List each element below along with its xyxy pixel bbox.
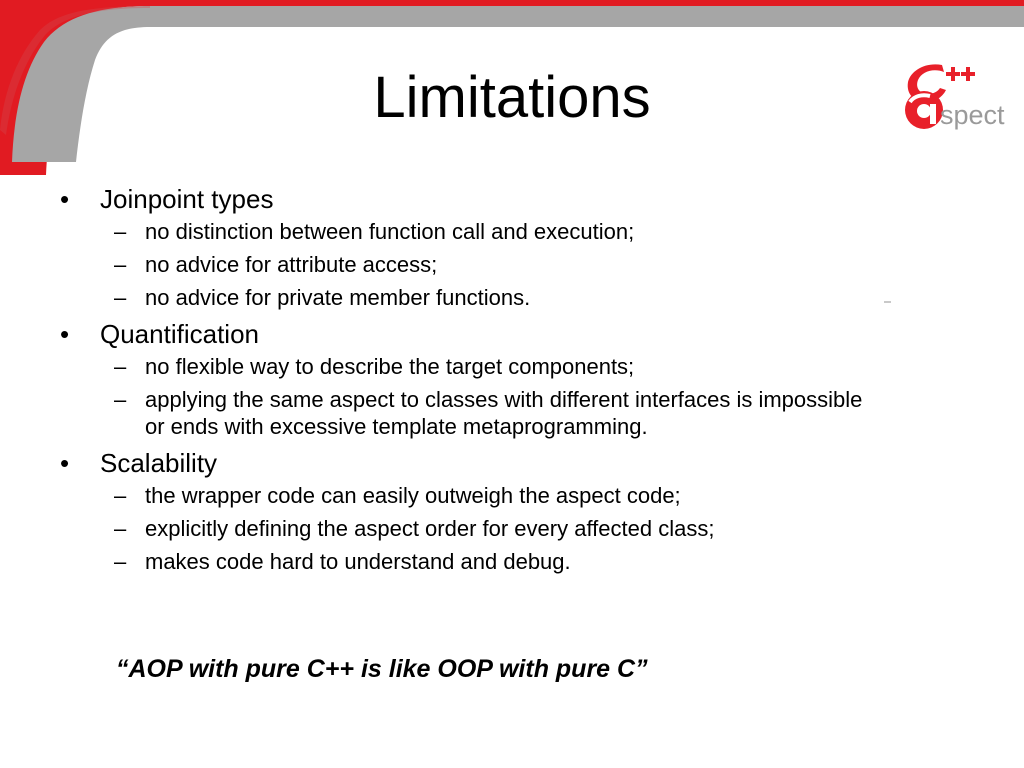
bullet-quantification: [58, 317, 878, 440]
sub-item: [100, 482, 878, 509]
dash-glyph: –: [114, 285, 127, 310]
dash-glyph: –: [114, 219, 127, 244]
closing-quote: “AOP with pure C++ is like OOP with pure C”: [116, 655, 648, 683]
bullet-joinpoint-types: [58, 182, 878, 311]
sub-item: [100, 548, 878, 575]
sub-item: [100, 515, 878, 542]
bullet-label: Scalability: [100, 448, 218, 478]
sub-item-text: no advice for private member functions.: [145, 285, 531, 310]
dash-glyph: –: [114, 516, 127, 541]
decorative-speck: [884, 301, 891, 303]
sub-item-text: applying the same aspect to classes with different interfaces is impossible or ends with excessive template metaprogramming.: [145, 387, 863, 439]
sub-item: [100, 251, 878, 278]
svg-text:spect: spect: [940, 100, 1005, 130]
dash-glyph: –: [114, 483, 127, 508]
bullet-glyph: •: [60, 448, 70, 478]
slide-title: Limitations: [373, 65, 651, 130]
bullet-scalability: [58, 446, 878, 575]
dash-glyph: –: [114, 252, 127, 277]
bullet-glyph: •: [60, 319, 70, 349]
sub-item-text: no advice for attribute access;: [145, 252, 438, 277]
sub-item: [100, 386, 878, 440]
bullet-glyph: •: [60, 184, 70, 214]
dash-glyph: –: [114, 549, 127, 574]
sub-item-text: the wrapper code can easily outweigh the aspect code;: [145, 483, 681, 508]
bullet-label: Quantification: [100, 319, 259, 349]
sub-list: [100, 353, 878, 440]
sub-item: [100, 353, 878, 380]
sub-item: [100, 218, 878, 245]
sub-list: [100, 218, 878, 311]
bullet-list: [58, 182, 878, 581]
cpp-aspect-logo-icon: [900, 62, 1022, 130]
sub-item-text: no distinction between function call and execution;: [145, 219, 635, 244]
sub-item: [100, 284, 878, 311]
bullet-label: Joinpoint types: [100, 184, 274, 214]
sub-list: [100, 482, 878, 575]
sub-item-text: explicitly defining the aspect order for every affected class;: [145, 516, 715, 541]
sub-item-text: makes code hard to understand and debug.: [145, 549, 571, 574]
dash-glyph: –: [114, 387, 127, 412]
dash-glyph: –: [114, 354, 127, 379]
sub-item-text: no flexible way to describe the target components;: [145, 354, 635, 379]
